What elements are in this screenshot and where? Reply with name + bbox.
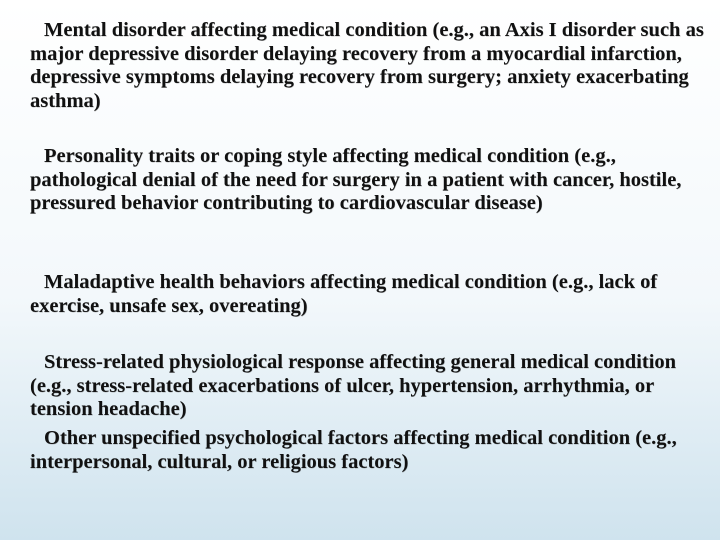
item-maladaptive-health-behaviors: Maladaptive health behaviors affecting medical condition (e.g., lack of exercise, unsafe sex, overeating) [30,271,658,317]
item-personality-traits: Personality traits or coping style affecting medical condition (e.g., pathological denial of the need for surgery in a patient with cancer, hostile, pressured behavior contributing to cardiovascular disease) [30,145,682,214]
item-other-psychological-factors: Other unspecified psychological factors affecting medical condition (e.g., interpersonal, cultural, or religious factors) [30,427,677,473]
item-mental-disorder: Mental disorder affecting medical condition (e.g., an Axis I disorder such as major depressive disorder delaying recovery from a myocardial infarction, depressive symptoms delaying recovery from surgery; anxiety exacerbating asthma) [30,19,704,112]
item-stress-related-response: Stress-related physiological response affecting general medical condition (e.g., stress-related exacerbations of ulcer, hypertension, arrhythmia, or tension headache) [30,351,677,420]
